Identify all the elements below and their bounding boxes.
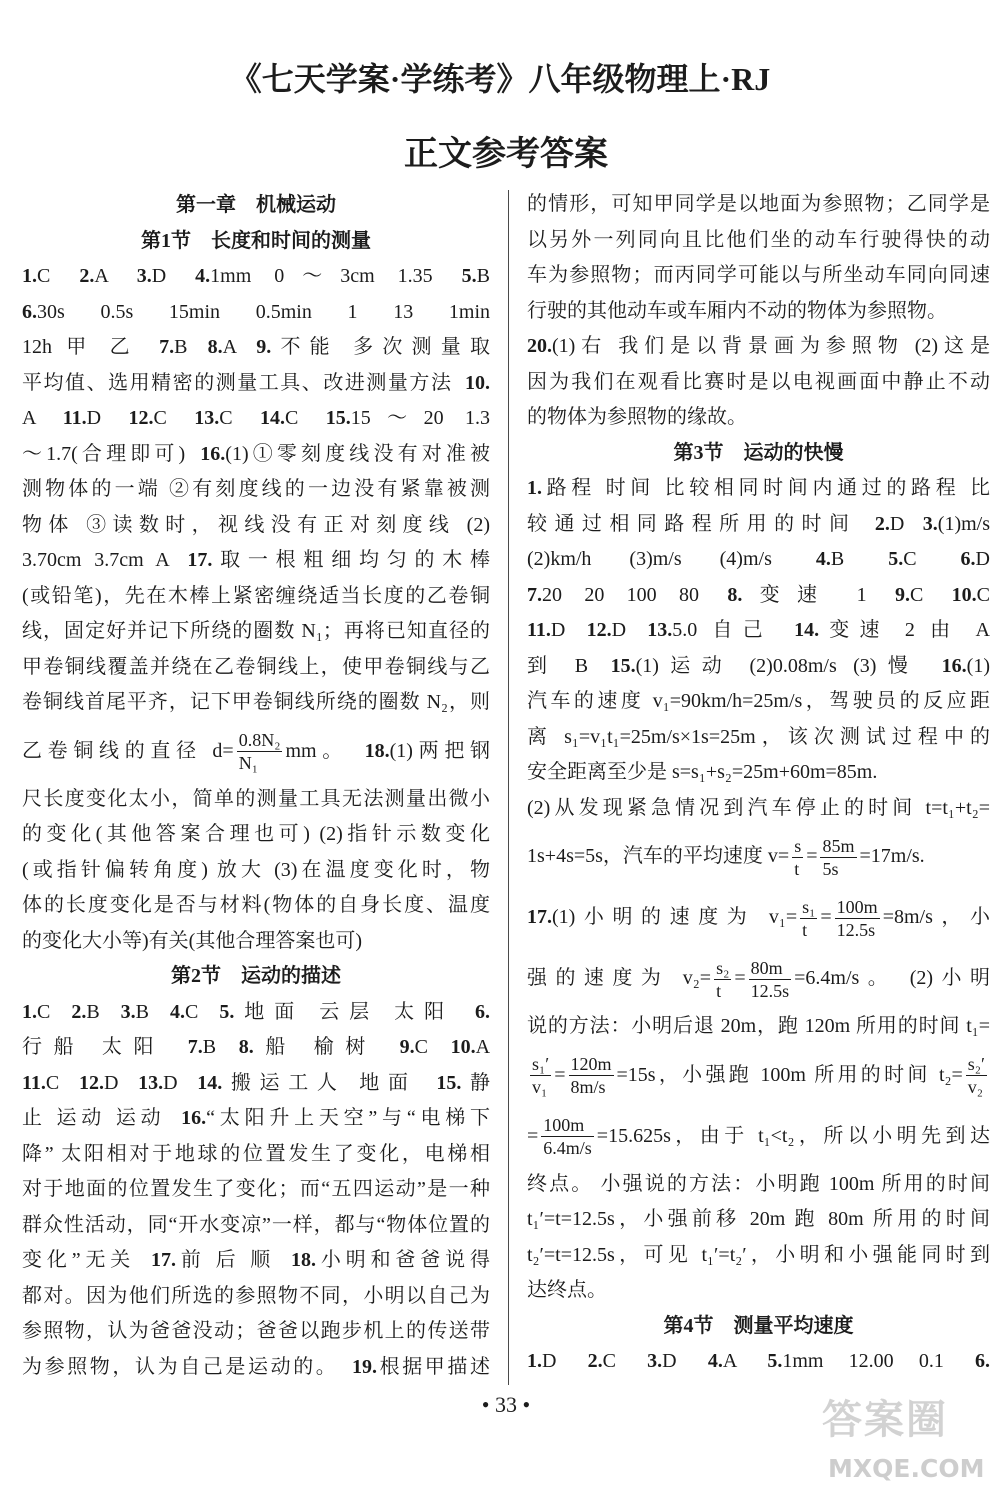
question-number: 8. [207, 336, 223, 358]
text-run: “太阳升上天空”与“电梯下 [206, 1107, 491, 1129]
text-run: C [37, 1000, 66, 1023]
text-line [22, 853, 490, 889]
text-run: D [889, 512, 917, 535]
fraction-denominator: 12.5s [836, 919, 876, 940]
question-number: 7. [187, 1036, 203, 1058]
question-number: 15. [436, 1071, 462, 1094]
fraction [714, 957, 731, 1002]
text-run: 5.0 自己 [672, 619, 789, 641]
text-line [527, 1045, 990, 1106]
text-run: (1)右 我们是以背景画为参照物 (2)这是 [552, 335, 990, 357]
question-number: 3. [136, 265, 152, 287]
text-run: 的情形，可知甲同学是以地面为参照物；乙同学是 [527, 193, 990, 215]
text-run: (2)km/h (3)m/s (4)m/s [527, 548, 810, 570]
question-number: 10. [465, 371, 490, 394]
question-number: 10. [450, 1036, 476, 1058]
text-run: 卷铜线首尾平齐，记下甲卷铜线所绕的圈数 N₂，则 [22, 691, 490, 713]
fraction-denominator: t [794, 858, 800, 879]
text-run: C [909, 583, 946, 606]
text-line [527, 1273, 990, 1309]
text-run: 3.70cm 3.7cm A [22, 549, 182, 571]
fraction [835, 896, 880, 941]
chapter-heading: 第一章 机械运动 [176, 194, 336, 216]
question-number: 6. [975, 1350, 991, 1372]
fraction-numerator: 0.8N₂ [238, 730, 281, 751]
text-run: 参照物，认为爸爸没动；爸爸以跑步机上的传送带 [22, 1320, 490, 1342]
left-column [22, 188, 490, 1385]
question-number: 17. [187, 549, 213, 571]
question-number: 12. [78, 1071, 104, 1094]
question-number: 7. [527, 583, 542, 606]
text-run: 测物体的一端 ②有刻度线的一边没有紧靠被测 [22, 478, 490, 500]
question-number: 13. [647, 619, 673, 641]
text-line [22, 995, 490, 1031]
question-number: 13. [194, 407, 220, 429]
text-run: 体的长度变化是否与材料(物体的自身长度、温度 [22, 894, 490, 916]
text-line [527, 887, 990, 948]
text-run: ～1.7(合理即可) [22, 442, 195, 465]
text-run: 乙卷铜线的直径 d= [22, 739, 234, 762]
question-number: 1. [22, 265, 37, 287]
text-line [527, 542, 990, 578]
text-line [22, 782, 490, 818]
text-run: D [662, 1350, 702, 1372]
fraction-denominator: 6.4m/s [543, 1138, 592, 1159]
fraction-denominator: t [802, 919, 808, 940]
question-number: 9. [894, 583, 910, 606]
question-number: 14. [197, 1071, 223, 1094]
question-number: 6. [475, 1000, 491, 1023]
answer-paragraph [527, 887, 990, 1309]
question-number: 9. [399, 1036, 415, 1058]
text-run: 30s 0.5s 15min 0.5min 1 13 1min [37, 300, 490, 323]
question-number: 19. [352, 1355, 377, 1378]
text-line [22, 401, 490, 437]
question-number: 3. [922, 512, 938, 535]
text-line [527, 258, 990, 294]
text-run: 1mm 0～3cm 1.35 [210, 265, 456, 287]
question-number: 14. [794, 619, 820, 641]
text-run: 甲卷铜线覆盖并绕在乙卷铜线上，使甲卷铜线与乙 [22, 655, 490, 678]
question-number: 11. [22, 1071, 46, 1094]
question-number: 11. [527, 619, 551, 641]
question-number: 16. [941, 654, 967, 677]
answer-paragraph [22, 995, 490, 1386]
fraction-numerator: 100m [541, 1114, 594, 1137]
text-run: = [527, 1124, 539, 1147]
fraction [541, 1114, 594, 1159]
question-number: 11. [62, 407, 87, 429]
text-run: 变化”无关 [22, 1249, 146, 1271]
fraction-numerator: s₂ [716, 957, 730, 978]
text-run: C [903, 548, 955, 570]
text-run: 1mm 12.00 0.1 [782, 1350, 970, 1372]
text-line [22, 888, 490, 924]
text-run: 不能 多次测量取 [271, 336, 491, 358]
text-run: = [554, 1063, 566, 1086]
text-run: 车为参照物；而丙同学可能以与所坐动车同向同速 [527, 264, 990, 286]
text-run: (或指针偏转角度) 放大 (3)在温度变化时，物 [22, 858, 490, 881]
text-run: 行驶的其他动车或车厢内不动的物体为参照物。 [527, 299, 947, 322]
fraction-numerator: s₁ [802, 896, 816, 917]
text-run: 的变化(其他答案合理也可) (2)指针示数变化 [22, 823, 490, 845]
question-number: 4. [815, 548, 831, 570]
text-line [22, 543, 490, 579]
fraction-numerator: s [794, 835, 802, 856]
text-run: 船 榆树 [253, 1036, 394, 1058]
section-heading: 第4节 测量平均速度 [663, 1314, 854, 1337]
text-run: 小明和爸爸说得 [316, 1249, 491, 1271]
text-line [527, 578, 990, 614]
text-run: 强的速度为 v₂= [527, 967, 712, 989]
text-run: C [414, 1036, 445, 1058]
right-column [527, 187, 990, 1380]
question-number: 5. [767, 1350, 783, 1372]
question-number: 9. [256, 336, 272, 358]
text-run: =15.625s，由于 t₁<t₂，所以小明先到达 [596, 1124, 990, 1147]
answer-paragraph [22, 259, 490, 959]
text-run: =17m/s. [859, 845, 925, 867]
text-run: = [820, 906, 832, 928]
question-number: 13. [138, 1071, 164, 1094]
fraction [530, 1053, 551, 1098]
text-run: 说的方法：小明后退 20m，跑 120m 所用的时间 t₁= [527, 1015, 990, 1037]
question-number: 7. [159, 336, 175, 358]
question-number: 20. [527, 335, 552, 357]
text-run: 以另外一列同向且比他们坐的动车行驶得快的动 [527, 228, 990, 251]
fraction [800, 896, 817, 941]
text-run: 线，固定好并记下所绕的圈数 N₁；再将已知直径的 [22, 620, 490, 642]
text-run: 汽车的速度 v₁=90km/h=25m/s，驾驶员的反应距 [527, 690, 990, 712]
text-run: C [45, 1071, 73, 1094]
text-line [527, 720, 990, 756]
text-run: C [184, 1000, 214, 1023]
text-run: C [976, 583, 990, 606]
text-line [22, 508, 490, 544]
text-run: =6.4m/s。 (2)小明 [794, 967, 990, 989]
fraction-denominator: 8m/s [570, 1077, 606, 1098]
text-run: 降” 太阳相对于地球的位置发生了变化，电梯相 [22, 1142, 490, 1165]
fraction-numerator: s₁′ [532, 1054, 550, 1075]
question-number: 1. [22, 1000, 37, 1023]
text-line [527, 755, 990, 791]
answer-paragraph [527, 329, 990, 436]
text-line [22, 1066, 490, 1102]
text-run: (1)小明的速度为 v₁= [552, 906, 798, 928]
fraction [237, 729, 283, 774]
text-run: 安全距离至少是 s=s₁+s₂=25m+60m=85m. [527, 761, 878, 783]
question-number: 3. [120, 1000, 136, 1023]
answer-paragraph [527, 471, 990, 791]
text-run: 变速 1 [742, 583, 889, 606]
text-run: C [602, 1350, 642, 1372]
text-run: B [476, 265, 491, 287]
text-run: mm。 [285, 739, 359, 762]
question-number: 1. [527, 477, 542, 499]
question-number: 15. [325, 407, 351, 429]
text-run: (2)从发现紧急情况到汽车停止的时间 t=t₁+t₂= [527, 796, 990, 819]
text-run: C [219, 407, 255, 429]
text-line [527, 1009, 990, 1045]
question-number: 5. [888, 548, 904, 570]
text-run: = [806, 845, 818, 867]
watermark-logo: 答案圈 [822, 1397, 948, 1442]
text-line [22, 472, 490, 508]
text-line [22, 721, 490, 782]
text-line [22, 330, 490, 366]
fraction-denominator: t [716, 980, 722, 1001]
text-run: B [174, 336, 202, 358]
text-line [22, 1101, 490, 1137]
question-number: 8. [238, 1036, 254, 1058]
text-line [527, 791, 990, 827]
text-run: 对于地面的位置发生了变化；而“五四运动”是一种 [22, 1178, 490, 1200]
answer-paragraph [527, 187, 990, 329]
text-run: 较通过相同路程所用的时间 [527, 512, 869, 535]
text-line [527, 826, 990, 887]
text-line [22, 1030, 490, 1066]
fraction-numerator: 120m [570, 1054, 612, 1075]
text-line [22, 259, 490, 295]
text-line [527, 613, 990, 649]
text-line [527, 1106, 990, 1167]
text-run: 行船 太阳 [22, 1036, 182, 1058]
question-number: 12. [586, 619, 612, 641]
question-number: 4. [169, 1000, 185, 1023]
page-number: • 33 • [481, 1392, 531, 1417]
text-run: 15～20 1.3 [350, 407, 490, 429]
question-number: 18. [291, 1249, 317, 1271]
question-number: 12. [128, 407, 154, 429]
text-run: = [734, 967, 746, 989]
text-line [527, 1238, 990, 1274]
text-line [22, 1314, 490, 1350]
text-line [22, 1243, 490, 1279]
text-line [22, 295, 490, 331]
text-run: 尺长度变化太小，简单的测量工具无法测量出微小 [22, 787, 490, 810]
answer-paragraph [527, 1344, 990, 1380]
text-run: t₂′=t=12.5s，可见 t₁′=t₂′，小明和小强能同时到 [527, 1243, 990, 1266]
text-run: 变速 2 由 A [819, 619, 990, 641]
text-line [22, 1279, 490, 1315]
text-line [527, 1167, 990, 1203]
text-run: =8m/s，小 [882, 906, 990, 928]
text-run: 搬运工人 地面 [222, 1071, 431, 1094]
text-run: 静 [461, 1071, 490, 1094]
question-number: 2. [71, 1000, 87, 1023]
text-run: 取一根粗细均匀的木棒 [212, 549, 490, 571]
text-run: A [475, 1036, 491, 1058]
text-run: 到 B [527, 654, 605, 677]
text-run: (1)①零刻度线没有对准被 [225, 442, 490, 465]
text-line [527, 649, 990, 685]
question-number: 1. [527, 1350, 542, 1372]
text-run: 路程 时间 比较相同时间内通过的路程 比 [542, 477, 990, 499]
text-line [527, 329, 990, 365]
answer-paragraph [527, 791, 990, 888]
text-run: (或铅笔)，先在木棒上紧密缠绕适当长度的乙卷铜 [22, 584, 490, 607]
text-run: B [135, 1000, 164, 1023]
text-line [22, 1172, 490, 1208]
text-run: 离 s₁=v₁t₁=25m/s×1s=25m，该次测试过程中的 [527, 725, 990, 748]
text-line [22, 924, 490, 960]
fraction-denominator: 12.5s [750, 980, 790, 1001]
fraction-denominator: v₁ [532, 1077, 548, 1098]
fraction-denominator: 5s [822, 858, 839, 879]
text-run: 因为我们在观看比赛时是以电视画面中静止不动 [527, 370, 990, 393]
text-line [22, 437, 490, 473]
text-run: B [830, 548, 883, 570]
question-number: 15. [610, 654, 636, 677]
text-run: =15s，小强跑 100m 所用的时间 t₂= [616, 1063, 963, 1086]
text-line [22, 614, 490, 650]
text-run: 群众性活动，同“开水变凉”一样，都与“物体位置的 [22, 1213, 490, 1236]
text-run: D [151, 265, 190, 287]
text-run: 都对。因为他们所选的参照物不同，小明以自己为 [22, 1284, 490, 1307]
text-run: (1)两把钢 [389, 739, 490, 762]
text-line [527, 223, 990, 259]
text-run: C [153, 407, 189, 429]
text-run: C [285, 407, 320, 429]
question-number: 6. [22, 300, 37, 323]
fraction [569, 1053, 614, 1098]
question-number: 2. [79, 265, 95, 287]
text-run: (1) [966, 654, 990, 677]
question-number: 4. [195, 265, 211, 287]
text-run: D [103, 1071, 133, 1094]
section-title: 正文参考答案 [404, 136, 608, 173]
text-run: 终点。 小强说的方法：小明跑 100m 所用的时间 [527, 1172, 990, 1195]
fraction-denominator: N₁ [238, 753, 258, 774]
question-number: 10. [951, 583, 977, 606]
fraction-numerator: 80m [749, 957, 792, 980]
text-run: t₁′=t=12.5s，小强前移 20m 跑 80m 所用的时间 [527, 1208, 990, 1230]
text-line [527, 400, 990, 436]
text-run: D [163, 1071, 192, 1094]
question-number: 16. [200, 442, 226, 465]
section-heading: 第3节 运动的快慢 [673, 441, 844, 464]
question-number: 5. [219, 1000, 235, 1023]
text-line [22, 366, 490, 402]
text-run: 根据甲描述 [377, 1355, 491, 1378]
text-line [527, 187, 990, 223]
watermark-site: MXQE.COM [828, 1454, 985, 1483]
text-run: D [542, 1350, 582, 1372]
text-run: 达终点。 [527, 1279, 607, 1301]
text-line [22, 817, 490, 853]
text-run: (1)m/s [937, 512, 991, 535]
question-number: 5. [461, 265, 477, 287]
question-number: 16. [181, 1107, 207, 1129]
question-number: 8. [727, 583, 743, 606]
question-number: 3. [647, 1350, 663, 1372]
text-line [527, 1202, 990, 1238]
question-number: 14. [260, 407, 286, 429]
text-run: 20 20 100 80 [542, 583, 722, 606]
question-number: 18. [364, 739, 390, 762]
text-run: B [86, 1000, 115, 1023]
section-heading: 第1节 长度和时间的测量 [141, 229, 371, 252]
text-line [527, 948, 990, 1009]
text-run: 的变化大小等)有关(其他合理答案也可) [22, 929, 362, 952]
question-number: 17. [151, 1249, 177, 1271]
text-line [22, 650, 490, 686]
text-run: D [975, 548, 990, 570]
fraction [820, 835, 856, 880]
text-run: 的物体为参照物的缘故。 [527, 406, 747, 428]
text-line [527, 294, 990, 330]
text-line [527, 507, 990, 543]
fraction [966, 1053, 987, 1098]
text-run: A [722, 1350, 762, 1372]
fraction [792, 835, 803, 880]
text-run: 12h 甲 乙 [22, 336, 154, 358]
text-line [22, 579, 490, 615]
text-line [527, 684, 990, 720]
question-number: 17. [527, 906, 552, 928]
text-run: 止 运动 运动 [22, 1107, 176, 1129]
section-heading: 第2节 运动的描述 [171, 965, 341, 987]
fraction-numerator: 85m [822, 835, 855, 856]
text-run: (1)运动 (2)0.08m/s (3)慢 [635, 654, 936, 677]
text-run: D [550, 619, 581, 641]
fraction-numerator: s₂′ [967, 1054, 985, 1075]
text-line [22, 1137, 490, 1173]
fraction-numerator: 100m [836, 896, 878, 917]
text-line [527, 1344, 990, 1380]
page-title: 《七天学案·学练考》八年级物理上·RJ [229, 61, 771, 97]
question-number: 6. [960, 548, 976, 570]
text-run: D [611, 619, 642, 641]
text-run: 平均值、选用精密的测量工具、改进测量方法 [22, 371, 459, 394]
text-run: 地面 云层 太阳 [234, 1000, 470, 1023]
question-number: 4. [707, 1350, 723, 1372]
text-run: 1s+4s=5s，汽车的平均速度 v= [527, 845, 790, 867]
text-run: A [94, 265, 131, 287]
text-line [22, 685, 490, 721]
question-number: 2. [874, 512, 890, 535]
question-number: 2. [587, 1350, 603, 1372]
text-run: D [86, 407, 123, 429]
column-divider [508, 190, 509, 1385]
text-line [527, 365, 990, 401]
text-run: A [22, 407, 57, 429]
text-line [527, 471, 990, 507]
text-run: 物体 ③读数时，视线没有正对刻度线 (2) [22, 513, 490, 536]
text-run: 前 后 顺 [176, 1249, 286, 1271]
text-run: 为参照物，认为自己是运动的。 [22, 1355, 346, 1378]
fraction-denominator: v₂ [967, 1077, 984, 1098]
fraction [749, 957, 792, 1002]
text-line [22, 1208, 490, 1244]
text-line [22, 1350, 490, 1386]
text-run: C [37, 265, 74, 287]
text-run: A [222, 336, 251, 358]
text-run: B [202, 1036, 233, 1058]
